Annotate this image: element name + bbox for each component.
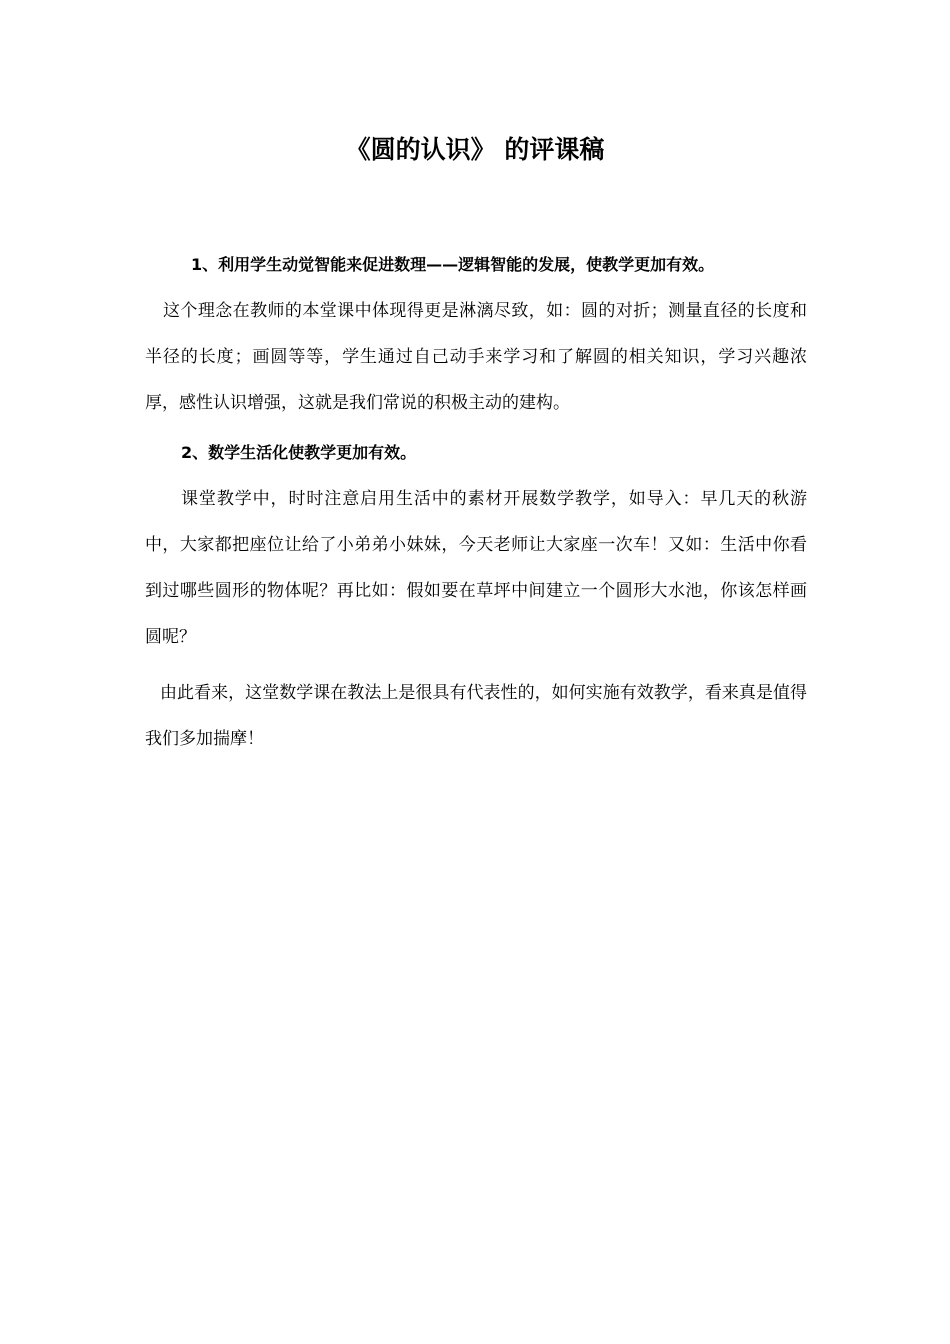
section-2 [145,430,807,660]
page-title: 《圆的认识》 的评课稿 [345,135,605,164]
section-2-heading: 2、数学生活化使教学更加有效。 [181,443,417,462]
section-1-paragraph: 这个理念在教师的本堂课中体现得更是淋漓尽致，如：圆的对折；测量直径的长度和半径的长度；画圆等等，学生通过自己动手来学习和了解圆的相关知识，学习兴趣浓厚，感性认识增强，这就是我们常说的积极主动的建构。 [145,301,807,413]
section-2-paragraph: 课堂教学中，时时注意启用生活中的素材开展数学教学，如导入：早几天的秋游中，大家都把座位让给了小弟弟小妹妹，今天老师让大家座一次车！又如：生活中你看到过哪些圆形的物体呢？再比如：假如要在草坪中间建立一个圆形大水池，你该怎样画圆呢？ [145,489,807,647]
section-1-heading: 1、利用学生动觉智能来促进数理——逻辑智能的发展，使教学更加有效。 [191,255,715,274]
section-1 [145,242,807,426]
conclusion [145,670,807,762]
conclusion-paragraph: 由此看来，这堂数学课在教法上是很具有代表性的，如何实施有效教学，看来真是值得我们多加揣摩！ [145,683,807,749]
